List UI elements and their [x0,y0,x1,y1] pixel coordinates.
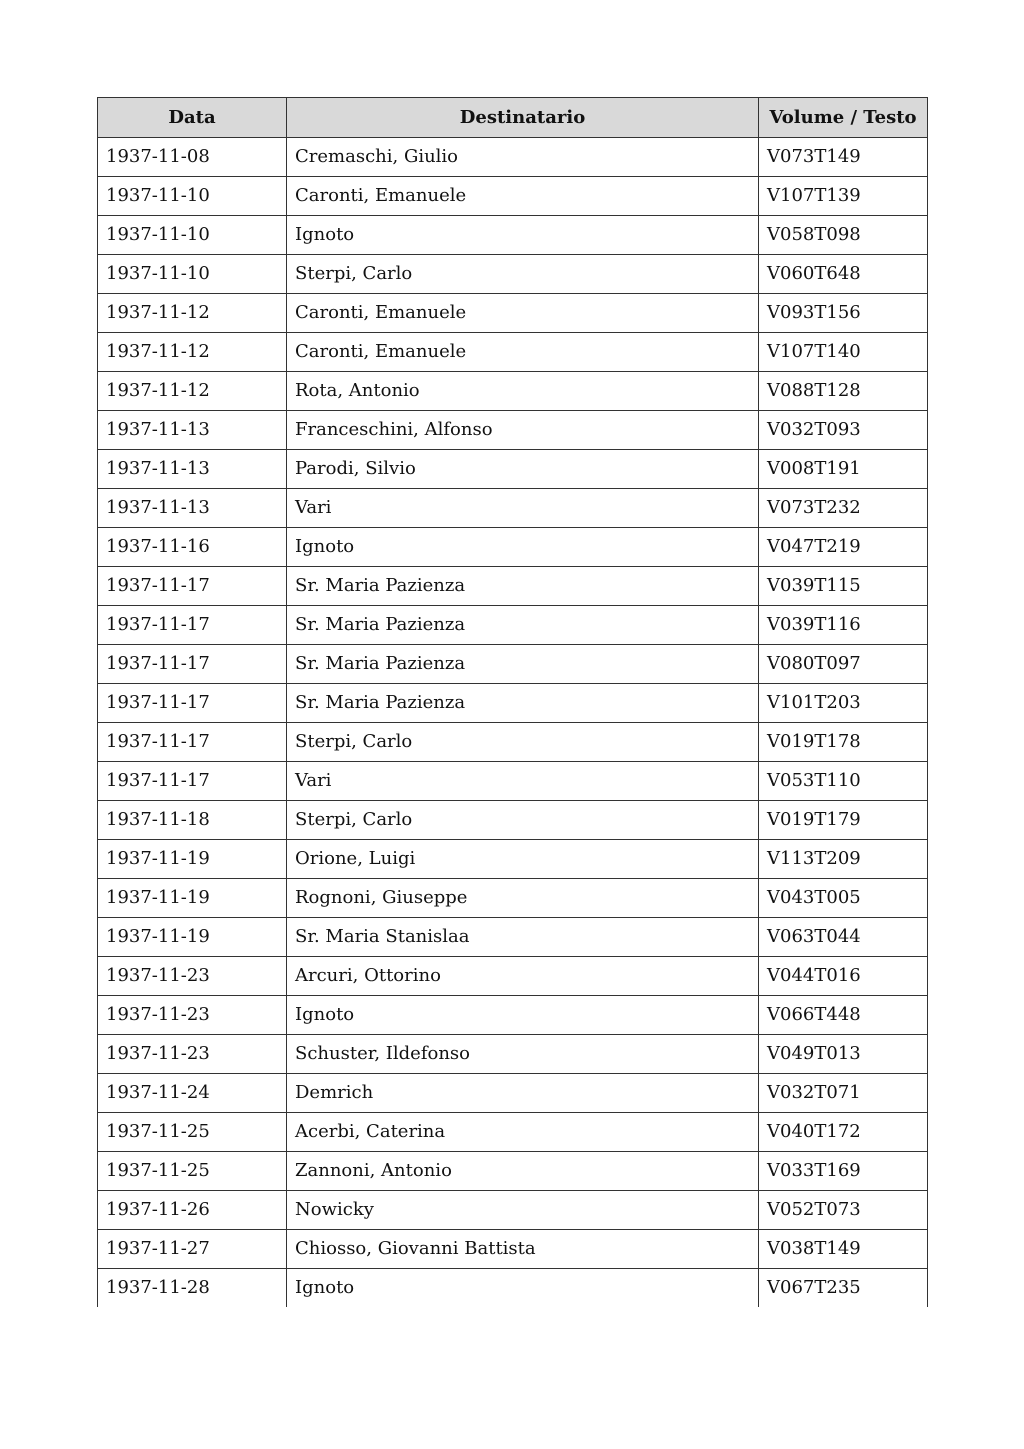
cell-recipient: Caronti, Emanuele [287,333,759,372]
cell-volume: V088T128 [759,372,928,411]
cell-recipient: Zannoni, Antonio [287,1152,759,1191]
cell-volume: V080T097 [759,645,928,684]
cell-date: 1937-11-10 [98,255,287,294]
cell-recipient: Parodi, Silvio [287,450,759,489]
cell-volume: V033T169 [759,1152,928,1191]
cell-volume: V032T093 [759,411,928,450]
cell-date: 1937-11-23 [98,1035,287,1074]
cell-date: 1937-11-19 [98,879,287,918]
table-row [98,177,928,216]
cell-date: 1937-11-23 [98,957,287,996]
cell-volume: V073T232 [759,489,928,528]
cell-date: 1937-11-19 [98,840,287,879]
column-header-volume: Volume / Testo [759,98,928,138]
cell-volume: V060T648 [759,255,928,294]
cell-recipient: Chiosso, Giovanni Battista [287,1230,759,1269]
cell-recipient: Cremaschi, Giulio [287,138,759,177]
cell-volume: V107T140 [759,333,928,372]
cell-date: 1937-11-19 [98,918,287,957]
cell-recipient: Sr. Maria Pazienza [287,684,759,723]
cell-date: 1937-11-12 [98,333,287,372]
cell-volume: V052T073 [759,1191,928,1230]
cell-recipient: Sterpi, Carlo [287,801,759,840]
table-row [98,489,928,528]
table-row [98,840,928,879]
cell-recipient: Sr. Maria Pazienza [287,606,759,645]
table-row [98,294,928,333]
cell-recipient: Caronti, Emanuele [287,294,759,333]
cell-date: 1937-11-27 [98,1230,287,1269]
cell-date: 1937-11-23 [98,996,287,1035]
cell-volume: V049T013 [759,1035,928,1074]
cell-volume: V039T116 [759,606,928,645]
table-row [98,138,928,177]
cell-volume: V040T172 [759,1113,928,1152]
table-row [98,528,928,567]
cell-volume: V053T110 [759,762,928,801]
cell-date: 1937-11-10 [98,216,287,255]
table-row [98,1191,928,1230]
cell-volume: V019T178 [759,723,928,762]
table-row [98,216,928,255]
cell-date: 1937-11-17 [98,606,287,645]
cell-date: 1937-11-17 [98,567,287,606]
table-row [98,333,928,372]
cell-date: 1937-11-08 [98,138,287,177]
table-row [98,1269,928,1308]
cell-date: 1937-11-25 [98,1113,287,1152]
cell-recipient: Ignoto [287,996,759,1035]
cell-date: 1937-11-18 [98,801,287,840]
table-row [98,996,928,1035]
table-row [98,1074,928,1113]
table-row [98,645,928,684]
table-row [98,801,928,840]
table-row [98,684,928,723]
cell-date: 1937-11-28 [98,1269,287,1308]
cell-recipient: Vari [287,762,759,801]
cell-date: 1937-11-17 [98,762,287,801]
cell-volume: V019T179 [759,801,928,840]
table-row [98,918,928,957]
cell-date: 1937-11-25 [98,1152,287,1191]
table-row [98,567,928,606]
table-header [98,98,928,138]
cell-volume: V101T203 [759,684,928,723]
cell-recipient: Acerbi, Caterina [287,1113,759,1152]
cell-recipient: Arcuri, Ottorino [287,957,759,996]
cell-volume: V008T191 [759,450,928,489]
cell-volume: V113T209 [759,840,928,879]
cell-volume: V073T149 [759,138,928,177]
cell-volume: V043T005 [759,879,928,918]
cell-recipient: Sterpi, Carlo [287,255,759,294]
table-row [98,1113,928,1152]
letters-table [97,97,928,1307]
cell-date: 1937-11-26 [98,1191,287,1230]
cell-volume: V063T044 [759,918,928,957]
cell-recipient: Rognoni, Giuseppe [287,879,759,918]
table-row [98,606,928,645]
cell-date: 1937-11-16 [98,528,287,567]
table-row [98,1152,928,1191]
table-row [98,879,928,918]
cell-recipient: Demrich [287,1074,759,1113]
cell-recipient: Sr. Maria Pazienza [287,645,759,684]
cell-volume: V107T139 [759,177,928,216]
cell-recipient: Ignoto [287,216,759,255]
cell-recipient: Franceschini, Alfonso [287,411,759,450]
cell-recipient: Schuster, Ildefonso [287,1035,759,1074]
cell-volume: V039T115 [759,567,928,606]
table-body [98,138,928,1308]
table-row [98,723,928,762]
cell-date: 1937-11-12 [98,372,287,411]
cell-date: 1937-11-17 [98,684,287,723]
cell-recipient: Orione, Luigi [287,840,759,879]
table-row [98,1230,928,1269]
cell-volume: V067T235 [759,1269,928,1308]
column-header-date: Data [98,98,287,138]
table-row [98,255,928,294]
cell-volume: V066T448 [759,996,928,1035]
cell-date: 1937-11-13 [98,411,287,450]
cell-date: 1937-11-12 [98,294,287,333]
cell-volume: V058T098 [759,216,928,255]
cell-date: 1937-11-10 [98,177,287,216]
cell-recipient: Sr. Maria Stanislaa [287,918,759,957]
cell-recipient: Rota, Antonio [287,372,759,411]
cell-date: 1937-11-13 [98,489,287,528]
cell-date: 1937-11-24 [98,1074,287,1113]
cell-volume: V044T016 [759,957,928,996]
table-row [98,957,928,996]
cell-date: 1937-11-17 [98,645,287,684]
table-row [98,411,928,450]
cell-volume: V047T219 [759,528,928,567]
table-row [98,1035,928,1074]
table-row [98,372,928,411]
cell-recipient: Nowicky [287,1191,759,1230]
cell-volume: V032T071 [759,1074,928,1113]
cell-recipient: Ignoto [287,528,759,567]
cell-recipient: Sterpi, Carlo [287,723,759,762]
cell-recipient: Ignoto [287,1269,759,1308]
table-row [98,762,928,801]
cell-date: 1937-11-17 [98,723,287,762]
column-header-recipient: Destinatario [287,98,759,138]
cell-recipient: Sr. Maria Pazienza [287,567,759,606]
table-row [98,450,928,489]
cell-recipient: Vari [287,489,759,528]
cell-volume: V093T156 [759,294,928,333]
cell-volume: V038T149 [759,1230,928,1269]
cell-date: 1937-11-13 [98,450,287,489]
cell-recipient: Caronti, Emanuele [287,177,759,216]
header-row [98,98,928,138]
